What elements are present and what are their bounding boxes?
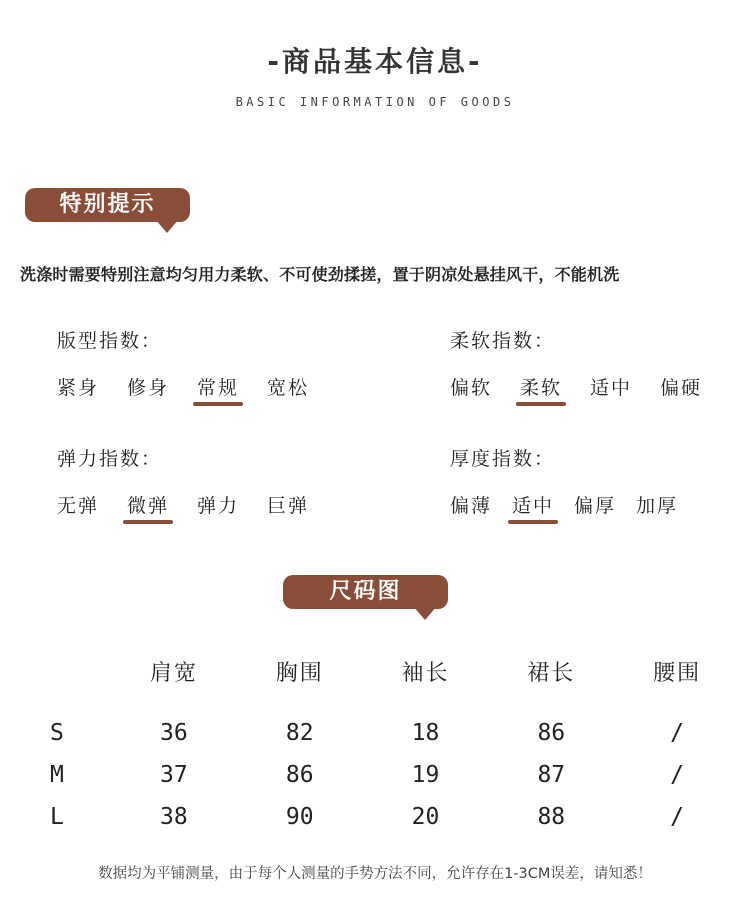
table-cell: 87 [537, 762, 566, 788]
table-cell: 90 [285, 804, 314, 830]
table-cell: 86 [537, 720, 566, 746]
softness-option: 适中 [590, 377, 633, 399]
col-header-waist: 腰围 [653, 660, 702, 686]
table-cell: 18 [411, 720, 440, 746]
size-table-header [20, 650, 740, 692]
fit-option-selected: 常规 [197, 373, 239, 400]
table-cell: 37 [160, 762, 188, 788]
elasticity-index [57, 444, 337, 518]
col-header-bust: 胸围 [275, 660, 324, 686]
care-notice: 洗涤时需要特别注意均匀用力柔软、不可使劲揉搓，置于阴凉处悬挂风干，不能机洗 [20, 265, 620, 284]
fit-index [57, 326, 337, 400]
notice-badge-label: 特别提示 [59, 192, 156, 217]
fit-index-title: 版型指数： [57, 330, 163, 352]
elasticity-option: 弹力 [197, 495, 240, 517]
thickness-index-options [450, 491, 698, 518]
fit-option: 宽松 [267, 377, 310, 399]
softness-option: 偏硬 [660, 377, 703, 399]
table-row [20, 796, 740, 838]
table-row [20, 712, 740, 754]
fit-index-options [57, 373, 337, 400]
elasticity-option: 巨弹 [267, 495, 310, 517]
col-header-shoulder: 肩宽 [149, 660, 198, 686]
thickness-option: 加厚 [636, 495, 679, 517]
size-chart-badge-tail [413, 606, 437, 620]
measurement-note: 数据均为平铺测量，由于每个人测量的手势方法不同，允许存在1-3CM误差，请知悉！ [98, 866, 652, 882]
table-cell: 86 [285, 762, 314, 788]
size-chart-badge-label: 尺码图 [329, 579, 402, 604]
col-header-dress-length: 裙长 [527, 660, 576, 686]
notice-badge [25, 188, 190, 222]
size-label: L [50, 804, 64, 830]
elasticity-index-options [57, 491, 337, 518]
table-cell: 88 [537, 804, 566, 830]
table-cell: 36 [160, 720, 188, 746]
table-row [20, 754, 740, 796]
elasticity-option: 无弹 [57, 495, 100, 517]
table-cell: 82 [285, 720, 314, 746]
thickness-index-title: 厚度指数： [450, 448, 556, 470]
elasticity-index-title: 弹力指数： [57, 448, 163, 470]
page-title: -商品基本信息- [267, 45, 483, 78]
elasticity-option-selected: 微弹 [127, 491, 169, 518]
softness-index-options [450, 373, 730, 400]
softness-index [450, 326, 730, 400]
softness-option: 偏软 [450, 377, 493, 399]
softness-index-title: 柔软指数： [450, 330, 556, 352]
thickness-option-selected: 适中 [512, 491, 554, 518]
fit-option: 紧身 [57, 377, 100, 399]
fit-option: 修身 [127, 377, 170, 399]
thickness-index [450, 444, 698, 518]
table-cell: 38 [160, 804, 188, 830]
notice-badge-tail [155, 219, 179, 233]
thickness-option: 偏薄 [450, 495, 493, 517]
size-label: S [50, 720, 64, 746]
page-subtitle: BASIC INFORMATION OF GOODS [235, 95, 515, 109]
table-cell: / [670, 720, 685, 746]
softness-option-selected: 柔软 [520, 373, 562, 400]
table-cell: 20 [411, 804, 440, 830]
col-header-sleeve: 袖长 [401, 660, 450, 686]
table-cell: / [670, 762, 685, 788]
table-cell: 19 [411, 762, 440, 788]
size-label: M [50, 762, 64, 788]
thickness-option: 偏厚 [574, 495, 617, 517]
size-table [20, 650, 740, 838]
size-col-header-empty [20, 650, 111, 692]
size-chart-badge [283, 575, 448, 609]
table-cell: / [670, 804, 685, 830]
